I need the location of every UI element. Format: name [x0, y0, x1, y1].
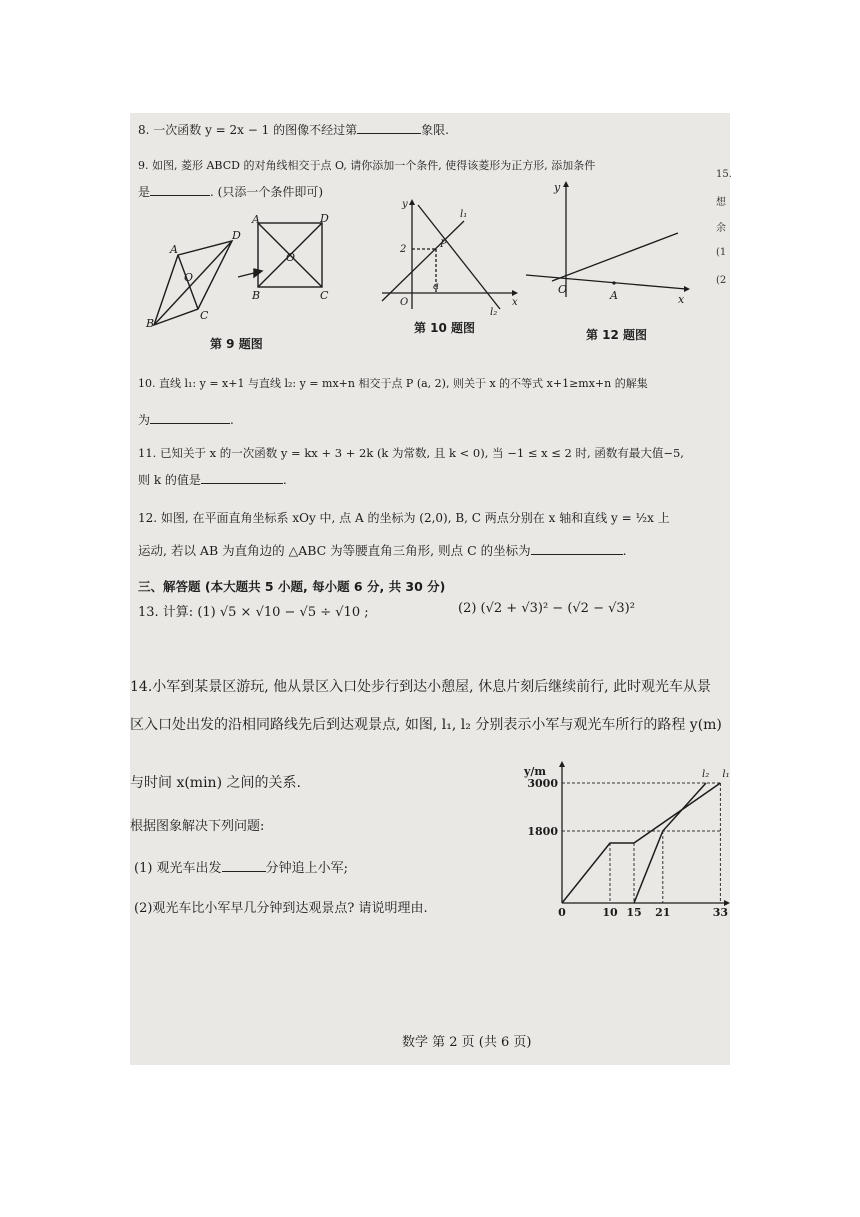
answer-blank	[150, 195, 210, 196]
fig9-label: O	[184, 271, 194, 284]
question-8: 8. 一次函数 y = 2x − 1 的图像不经过第 象限.	[138, 123, 449, 137]
fig9-label: B	[252, 289, 261, 302]
fig9-label: D	[232, 229, 241, 242]
question-14-line3: 与时间 x(min) 之间的关系.	[130, 775, 301, 791]
question-10-line1: 10. 直线 l₁: y = x+1 与直线 l₂: y = mx+n 相交于点 P (a, 2), 则关于 x 的不等式 x+1≥mx+n 的解集	[138, 377, 648, 390]
fig9-label: B	[146, 317, 155, 330]
x-tick-label: 21	[655, 906, 671, 919]
fig12-label: A	[610, 289, 618, 302]
fig10-label: 2	[400, 244, 407, 255]
answer-blank	[201, 483, 283, 484]
y-tick-label: 1800	[527, 825, 558, 838]
question-11-line1: 11. 已知关于 x 的一次函数 y = kx + 3 + 2k (k 为常数, 且 k < 0), 当 −1 ≤ x ≤ 2 时, 函数有最大值−5,	[138, 446, 684, 460]
fig10-label: a	[433, 281, 439, 292]
figure-12	[522, 179, 698, 309]
question-10-line2: 为 .	[138, 413, 234, 427]
question-14-line1: 14.小军到某景区游玩, 他从景区入口处步行到达小憩屋, 休息片刻后继续前行, 此时观光车从景	[130, 679, 711, 695]
y-axis-label: y/m	[524, 765, 547, 778]
q14-line-chart	[514, 759, 730, 921]
margin-text: (2	[716, 275, 727, 286]
exam-page	[130, 113, 730, 1065]
x-tick-label: 10	[602, 906, 618, 919]
fig9-label: O	[286, 251, 296, 264]
figure-10	[372, 197, 522, 317]
series-label: l₁	[722, 769, 730, 780]
fig10-label: x	[512, 297, 518, 308]
series-label: l₂	[702, 769, 710, 780]
figure-9-caption: 第 9 题图	[210, 337, 263, 351]
margin-text: (1	[716, 247, 727, 258]
fig10-label: l₂	[490, 307, 498, 318]
page-footer: 数学 第 2 页 (共 6 页)	[402, 1035, 532, 1050]
fig12-label: y	[554, 181, 561, 194]
section-3-heading: 三、解答题 (本大题共 5 小题, 每小题 6 分, 共 30 分)	[138, 579, 446, 594]
y-axis-arrow	[559, 761, 565, 767]
fig9-label: A	[170, 243, 178, 256]
question-14-sub2: (2)观光车比小军早几分钟到达观景点? 请说明理由.	[134, 901, 428, 916]
answer-blank	[531, 554, 623, 555]
margin-text: 余	[716, 223, 726, 234]
margin-text: 想	[716, 197, 726, 208]
fig12-label: O	[558, 283, 568, 296]
margin-text: 15.	[716, 169, 732, 180]
fig9-label: C	[200, 309, 209, 322]
fig10-label: l₁	[460, 209, 468, 220]
fig10-label: y	[402, 199, 408, 210]
fig10-label: P	[440, 239, 447, 250]
figure-10-caption: 第 10 题图	[414, 321, 476, 335]
question-14-sub1: (1) 观光车出发 分钟追上小军;	[134, 861, 348, 876]
question-12-line2: 运动, 若以 AB 为直角边的 △ABC 为等腰直角三角形, 则点 C 的坐标为 .	[138, 543, 627, 558]
y-tick-label: 3000	[527, 777, 558, 790]
figure-9	[140, 212, 340, 330]
question-9-line1: 9. 如图, 菱形 ABCD 的对角线相交于点 O, 请你添加一个条件, 使得该菱形为正方形, 添加条件	[138, 159, 596, 172]
fig9-label: C	[320, 289, 329, 302]
fig12-label: x	[678, 293, 685, 306]
question-11-line2: 则 k 的值是 .	[138, 473, 287, 487]
fig9-label: D	[320, 212, 329, 225]
x-tick-label: 0	[558, 906, 566, 919]
answer-blank	[150, 423, 230, 424]
x-tick-label: 33	[712, 906, 729, 919]
figure-12-caption: 第 12 题图	[586, 328, 648, 342]
question-13-part1: 13. 计算: (1) √5 × √10 − √5 ÷ √10 ;	[138, 605, 369, 620]
question-12-line1: 12. 如图, 在平面直角坐标系 xOy 中, 点 A 的坐标为 (2,0), B, C 两点分别在 x 轴和直线 y = ½x 上	[138, 511, 670, 525]
x-tick-label: 15	[626, 906, 642, 919]
fig10-label: O	[400, 297, 409, 308]
answer-blank	[357, 133, 421, 134]
fig9-label: A	[252, 213, 260, 226]
question-14-line4: 根据图象解决下列问题:	[130, 819, 265, 834]
question-14-line2: 区入口处出发的沿相同路线先后到达观景点, 如图, l₁, l₂ 分别表示小军与观光车所行的路程 y(m)	[130, 717, 722, 733]
question-9-line2: 是 . (只添一个条件即可)	[138, 185, 324, 199]
question-13-part2: (2) (√2 + √3)² − (√2 − √3)²	[458, 601, 635, 616]
answer-blank	[222, 871, 266, 872]
